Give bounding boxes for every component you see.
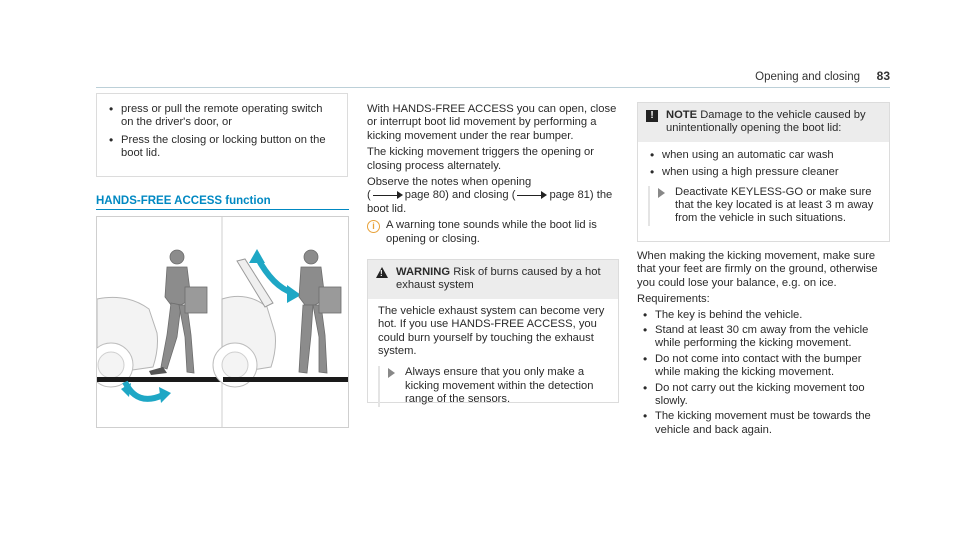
list-item: • The kicking movement must be towards the vehicle and back again.	[641, 410, 889, 437]
note-header	[638, 103, 889, 142]
note-box	[637, 102, 890, 242]
paragraph: The kicking movement triggers the opening or closing process alternately.	[367, 146, 594, 172]
list-item: • Do not come into contact with the bumper while making the kicking movement.	[641, 353, 889, 380]
list-item: • press or pull the remote operating switch on the driver's door, or	[107, 103, 337, 130]
list-item: • when using a high pressure cleaner	[648, 166, 879, 179]
paragraph-with-references: Observe the notes when opening ( page 80) and closing ( page 81) the boot lid.	[367, 176, 613, 215]
paragraph: With HANDS-FREE ACCESS you can open, close or interrupt boot lid movement by performing a kicking movement under the rear bumper.	[367, 103, 617, 142]
list-item: • Do not carry out the kicking movement too slowly.	[641, 382, 889, 409]
running-header-title: Opening and closing	[755, 71, 860, 83]
info-note: i A warning tone sounds while the boot lid is opening or closing.	[367, 219, 617, 246]
cross-reference-arrow-icon	[373, 191, 403, 199]
note-heading: Damage to the vehicle caused by unintentionally opening the boot lid:	[666, 109, 866, 135]
note-action: Deactivate KEYLESS-GO or make sure that the key located is at least 3 m away from the vehicle in such situations.	[648, 186, 875, 226]
header-divider	[96, 87, 890, 88]
warning-header	[368, 260, 618, 299]
paragraph: When making the kicking movement, make sure that your feet are firmly on the ground, otherwise you could lose your balance, e.g. on ice.	[637, 250, 878, 289]
cross-reference-arrow-icon	[517, 191, 547, 199]
section-title: HANDS-FREE ACCESS function	[96, 195, 271, 207]
hands-free-access-illustration	[97, 217, 348, 427]
warning-action: Always ensure that you only make a kicking movement within the detection range of the sensors.	[378, 366, 618, 406]
requirements-label: Requirements:	[637, 293, 710, 306]
list-item: • Press the closing or locking button on the boot lid.	[107, 134, 337, 161]
illustration-frame	[96, 216, 349, 428]
warning-body: The vehicle exhaust system can become very hot. If you use HANDS-FREE ACCESS, you could burn yourself by touching the exhaust system.	[378, 304, 605, 358]
action-play-icon	[658, 188, 665, 198]
page-reference-link[interactable]: page 80) and closing (	[404, 189, 516, 202]
list-item: • Stand at least 30 cm away from the vehicle while performing the kicking movement.	[641, 324, 889, 351]
section-rule	[96, 209, 349, 210]
warning-box	[367, 259, 619, 406]
action-play-icon	[388, 368, 395, 378]
note-exclamation-icon: !	[646, 110, 658, 122]
list-item: • The key is behind the vehicle.	[641, 309, 889, 322]
list-item: • when using an automatic car wash	[648, 149, 879, 162]
text-column-2	[367, 103, 617, 246]
warning-triangle-icon: !	[376, 267, 388, 278]
warning-heading: Risk of burns caused by a hot exhaust system	[396, 266, 601, 292]
intro-bullet-box	[96, 93, 348, 177]
page-reference-link[interactable]: page 81) the boot lid.	[367, 189, 613, 215]
text-column-3	[637, 250, 889, 439]
info-icon: i	[367, 220, 380, 233]
page-number: 83	[876, 69, 890, 83]
warning-label: WARNING	[396, 266, 451, 278]
note-label: NOTE	[666, 109, 698, 121]
